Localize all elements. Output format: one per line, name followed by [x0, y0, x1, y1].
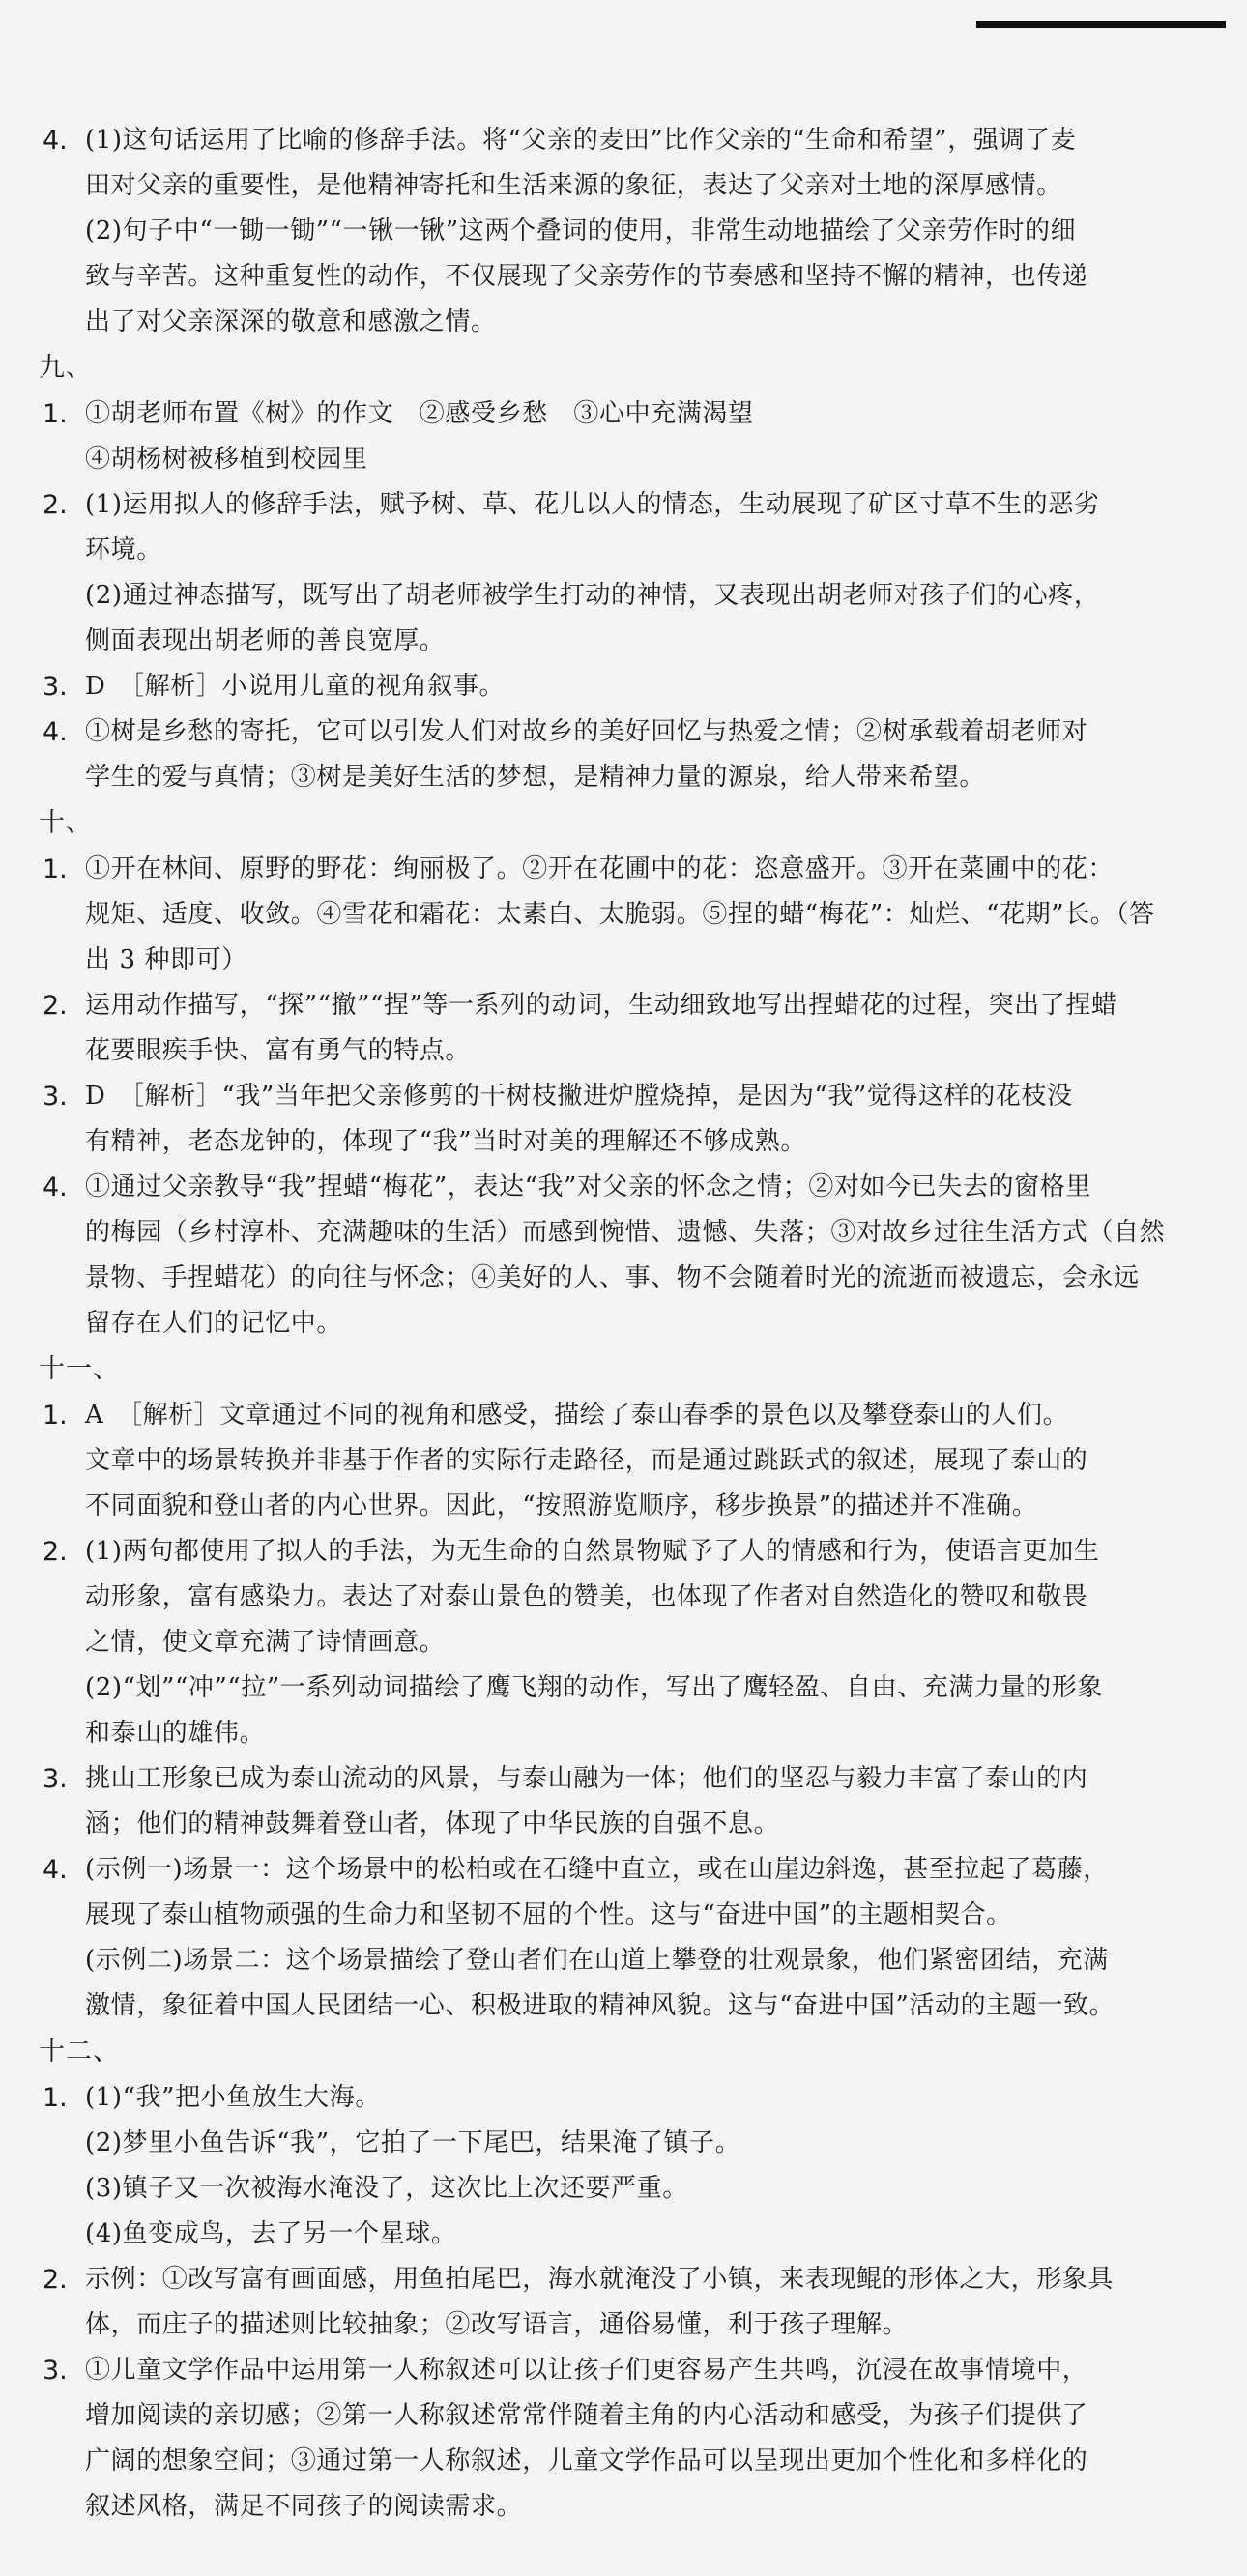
line: (1)运用拟人的修辞手法，赋予树、草、花儿以人的情态，生动展现了矿区寸草不生的恶劣 — [85, 490, 1100, 519]
line: ①通过父亲教导“我”捏蜡“梅花”，表达“我”对父亲的怀念之情；②对如今已失去的窗格里 — [85, 1172, 1091, 1201]
line: 有精神，老态龙钟的，体现了“我”当时对美的理解还不够成熟。 — [85, 1127, 806, 1156]
line: 规矩、适度、收敛。④雪花和霜花：太素白、太脆弱。⑤捏的蜡“梅花”：灿烂、“花期”长。（答 — [85, 900, 1155, 929]
line: (2)句子中“一锄一锄”“一锹一锹”这两个叠词的使用，非常生动地描绘了父亲劳作时的细 — [85, 217, 1077, 246]
line: (1)“我”把小鱼放生大海。 — [85, 2083, 381, 2112]
item-number: 1. — [43, 399, 68, 429]
line: 和泰山的雄伟。 — [85, 1719, 266, 1748]
line: (2)梦里小鱼告诉“我”，它拍了一下尾巴，结果淹了镇子。 — [85, 2128, 741, 2157]
line: (1)这句话运用了比喻的修辞手法。将“父亲的麦田”比作父亲的“生命和希望”，强调了麦 — [85, 126, 1077, 155]
line: 侧面表现出胡老师的善良宽厚。 — [85, 626, 446, 655]
item-10-1 — [39, 847, 1223, 983]
line: 展现了泰山植物顽强的生命力和坚韧不屈的个性。这与“奋进中国”的主题相契合。 — [85, 1900, 1012, 1929]
line: (3)镇子又一次被海水淹没了，这次比上次还要严重。 — [85, 2174, 688, 2203]
item-number: 1. — [43, 2083, 68, 2113]
item-10-4 — [39, 1165, 1223, 1346]
line: ①开在林间、原野的野花：绚丽极了。②开在花圃中的花：恣意盛开。③开在菜圃中的花： — [85, 854, 1115, 883]
line: 动形象，富有感染力。表达了对泰山景色的赞美，也体现了作者对自然造化的赞叹和敬畏 — [85, 1582, 1088, 1611]
line: 出了对父亲深深的敬意和感激之情。 — [85, 307, 497, 336]
item-number: 4. — [43, 1172, 68, 1202]
section-title-11: 十一、 — [39, 1354, 120, 1384]
line: 景物、手捏蜡花）的向往与怀念；④美好的人、事、物不会随着时光的流逝而被遗忘，会永远 — [85, 1263, 1140, 1292]
line: 之情，使文章充满了诗情画意。 — [85, 1628, 446, 1657]
line: D ［解析］“我”当年把父亲修剪的干树枝撇进炉膛烧掉，是因为“我”觉得这样的花枝没 — [85, 1082, 1073, 1111]
line: 文章中的场景转换并非基于作者的实际行走路径，而是通过跳跃式的叙述，展现了泰山的 — [85, 1446, 1088, 1475]
section-title-10: 十、 — [39, 808, 93, 838]
item-number: 1. — [43, 1401, 68, 1431]
item-9-1 — [39, 391, 1223, 482]
item-prev-4 — [39, 118, 1223, 345]
section-title-9: 九、 — [39, 353, 93, 383]
line: 体，而庄子的描述则比较抽象；②改写语言，通俗易懂，利于孩子理解。 — [85, 2310, 909, 2339]
item-number: 4. — [43, 717, 68, 747]
top-rule — [976, 21, 1226, 28]
line: 留存在人们的记忆中。 — [85, 1309, 343, 1338]
item-10-2 — [39, 983, 1223, 1074]
line: 示例：①改写富有画面感，用鱼拍尾巴，海水就淹没了小镇，来表现鲲的形体之大，形象具 — [85, 2265, 1115, 2294]
line: (2)通过神态描写，既写出了胡老师被学生打动的神情，又表现出胡老师对孩子们的心疼， — [85, 581, 1100, 610]
item-number: 3. — [43, 1764, 68, 1794]
line: 不同面貌和登山者的内心世界。因此，“按照游览顺序，移步换景”的描述并不准确。 — [85, 1491, 1038, 1520]
section-title-12: 十二、 — [39, 2037, 120, 2067]
line: D ［解析］小说用儿童的视角叙事。 — [85, 672, 506, 701]
line: ①儿童文学作品中运用第一人称叙述可以让孩子们更容易产生共鸣，沉浸在故事情境中， — [85, 2356, 1088, 2385]
item-11-2 — [39, 1529, 1223, 1756]
item-10-3 — [39, 1074, 1223, 1165]
answer-content — [39, 118, 1223, 2530]
item-number: 2. — [43, 991, 68, 1021]
line: 广阔的想象空间；③通过第一人称叙述，儿童文学作品可以呈现出更加个性化和多样化的 — [85, 2446, 1088, 2475]
line: 出 3 种即可） — [85, 945, 247, 974]
line: 学生的爱与真情；③树是美好生活的梦想，是精神力量的源泉，给人带来希望。 — [85, 763, 986, 792]
item-9-3 — [39, 664, 1223, 709]
line: (2)“划”“冲”“拉”一系列动词描绘了鹰飞翔的动作，写出了鹰轻盈、自由、充满力量的形象 — [85, 1673, 1103, 1702]
item-number: 4. — [43, 126, 68, 156]
line: 花要眼疾手快、富有勇气的特点。 — [85, 1036, 472, 1065]
item-number: 1. — [43, 854, 68, 884]
item-9-4 — [39, 709, 1223, 800]
line: ④胡杨树被移植到校园里 — [85, 445, 368, 474]
line: (示例一)场景一：这个场景中的松柏或在石缝中直立，或在山崖边斜逸，甚至拉起了葛藤， — [85, 1855, 1109, 1884]
item-11-3 — [39, 1756, 1223, 1847]
line: 叙述风格，满足不同孩子的阅读需求。 — [85, 2492, 523, 2521]
line: 激情，象征着中国人民团结一心、积极进取的精神风貌。这与“奋进中国”活动的主题一致。 — [85, 1991, 1116, 2020]
line: 环境。 — [85, 535, 162, 564]
item-9-2 — [39, 482, 1223, 664]
item-number: 3. — [43, 672, 68, 702]
item-number: 4. — [43, 1855, 68, 1885]
line: ①树是乡愁的寄托，它可以引发人们对故乡的美好回忆与热爱之情；②树承载着胡老师对 — [85, 717, 1088, 746]
item-number: 2. — [43, 2265, 68, 2295]
item-number: 2. — [43, 1537, 68, 1567]
item-number: 3. — [43, 2356, 68, 2386]
line: 运用动作描写，“探”“撤”“捏”等一系列的动词，生动细致地写出捏蜡花的过程，突出了捏蜡 — [85, 991, 1117, 1020]
line: (示例二)场景二：这个场景描绘了登山者们在山道上攀登的壮观景象，他们紧密团结，充满 — [85, 1946, 1109, 1975]
line: 增加阅读的亲切感；②第一人称叙述常常伴随着主角的内心活动和感受，为孩子们提供了 — [85, 2401, 1088, 2430]
item-number: 3. — [43, 1082, 68, 1112]
item-number: 2. — [43, 490, 68, 520]
item-11-4 — [39, 1847, 1223, 2029]
item-12-1 — [39, 2075, 1223, 2257]
line: A ［解析］文章通过不同的视角和感受，描绘了泰山春季的景色以及攀登泰山的人们。 — [85, 1401, 1069, 1430]
item-12-3 — [39, 2348, 1223, 2530]
line: 的梅园（乡村淳朴、充满趣味的生活）而感到惋惜、遗憾、失落；③对故乡过往生活方式（自然 — [85, 1218, 1166, 1247]
line: 田对父亲的重要性，是他精神寄托和生活来源的象征，表达了父亲对土地的深厚感情。 — [85, 171, 1062, 200]
item-12-2 — [39, 2257, 1223, 2348]
line: 涵；他们的精神鼓舞着登山者，体现了中华民族的自强不息。 — [85, 1809, 780, 1838]
item-11-1 — [39, 1393, 1223, 1529]
line: (4)鱼变成鸟，去了另一个星球。 — [85, 2219, 457, 2248]
line: 致与辛苦。这种重复性的动作，不仅展现了父亲劳作的节奏感和坚持不懈的精神，也传递 — [85, 262, 1088, 291]
line: (1)两句都使用了拟人的手法，为无生命的自然景物赋予了人的情感和行为，使语言更加生 — [85, 1537, 1100, 1566]
line: 挑山工形象已成为泰山流动的风景，与泰山融为一体；他们的坚忍与毅力丰富了泰山的内 — [85, 1764, 1088, 1793]
line: ①胡老师布置《树》的作文 ②感受乡愁 ③心中充满渴望 — [85, 399, 754, 428]
